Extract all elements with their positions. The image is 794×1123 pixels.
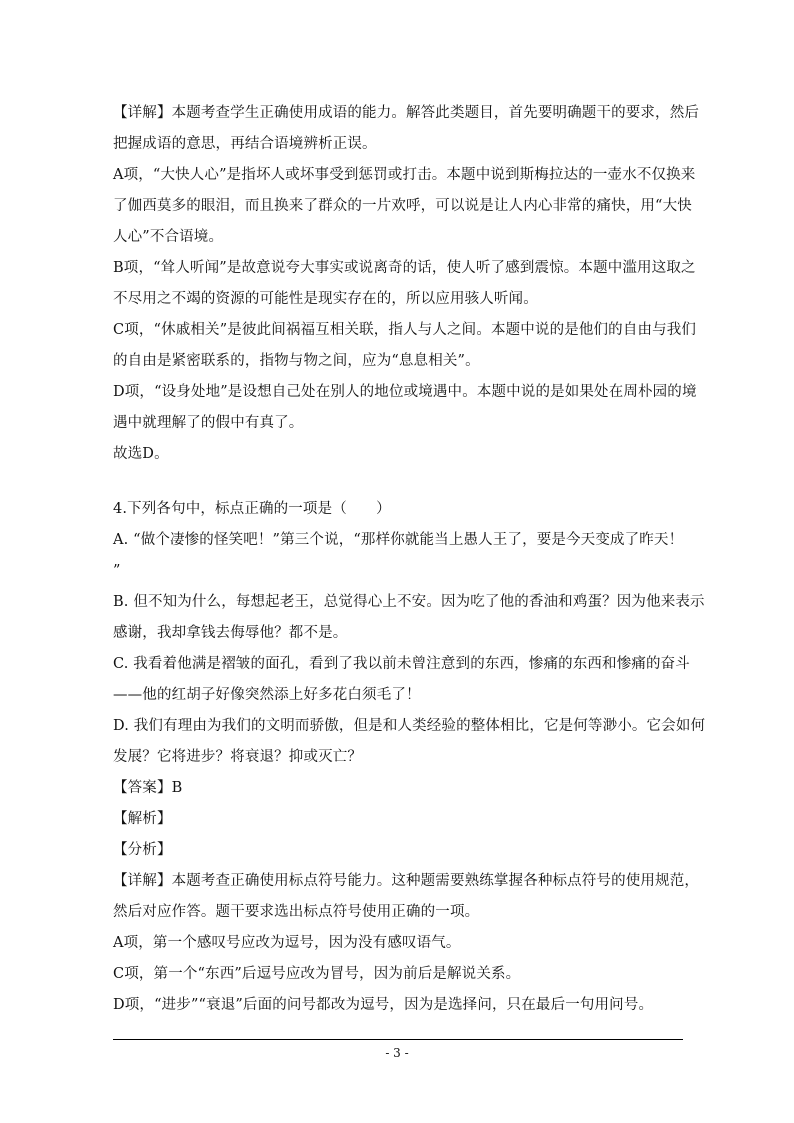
question-3-explanation xyxy=(113,98,699,470)
option-b-line: 感谢，我却拿钱去侮辱他？都不是。 xyxy=(113,625,348,641)
explanation-line: 的自由是紧密联系的，指物与物之间，应为“息息相关”。 xyxy=(113,353,480,369)
explanation-line: 不尽用之不竭的资源的可能性是现实存在的，所以应用骇人听闻。 xyxy=(113,291,538,307)
option-a-line: ” xyxy=(113,563,121,579)
detail-line: 然后对应作答。题干要求选出标点符号使用正确的一项。 xyxy=(113,904,480,920)
detail-line: C项，第一个“东西”后逗号应改为冒号，因为前后是解说关系。 xyxy=(113,966,521,982)
question-4 xyxy=(113,494,706,1021)
option-b-line: B. 但不知为什么，每想起老王，总觉得心上不安。因为吃了他的香油和鸡蛋？因为他来表示 xyxy=(113,594,705,610)
option-d-line: D. 我们有理由为我们的文明而骄傲，但是和人类经验的整体相比，它是何等渺小。它会如何 xyxy=(113,718,706,734)
detail-line: A项，第一个感叹号应改为逗号，因为没有感叹语气。 xyxy=(113,935,461,951)
explanation-line: 遇中就理解了的假中有真了。 xyxy=(113,415,304,431)
explanation-line: C项，“休戚相关”是彼此间祸福互相关联，指人与人之间。本题中说的是他们的自由与我们 xyxy=(113,322,697,338)
option-c-line: C. 我看着他满是褶皱的面孔，看到了我以前未曾注意到的东西，惨痛的东西和惨痛的奋斗 xyxy=(113,656,690,672)
section-gap xyxy=(113,470,683,494)
option-c-line: ——他的红胡子好像突然添上好多花白须毛了！ xyxy=(113,687,421,703)
explanation-line: 【详解】本题考查学生正确使用成语的能力。解答此类题目，首先要明确题干的要求，然后 xyxy=(113,105,699,121)
detail-line: D项，“进步”“衰退”后面的问号都改为逗号，因为是选择问，只在最后一句用问号。 xyxy=(113,997,654,1013)
analysis-heading: 【解析】 xyxy=(113,811,172,827)
explanation-line: A项，“大快人心”是指坏人或坏事受到惩罚或打击。本题中说到斯梅拉达的一壶水不仅换来 xyxy=(113,167,696,183)
footer-divider xyxy=(113,1039,683,1040)
option-a-line: A. “做个凄惨的怪笑吧！”第三个说，“那样你就能当上愚人王了，要是今天变成了昨天！ xyxy=(113,532,684,548)
page-number: - 3 - xyxy=(385,1046,409,1060)
fenxi-heading: 【分析】 xyxy=(113,842,172,858)
option-d-line: 发展？它将进步？将衰退？抑或灭亡？ xyxy=(113,749,363,765)
answer-label: 【答案】B xyxy=(113,780,183,796)
explanation-line: 人心”不合语境。 xyxy=(113,229,224,245)
explanation-conclusion: 故选D。 xyxy=(113,446,169,462)
explanation-line: 把握成语的意思，再结合语境辨析正误。 xyxy=(113,136,377,152)
page-content xyxy=(113,98,706,1021)
explanation-line: D项，“设身处地”是设想自己处在别人的地位或境遇中。本题中说的是如果处在周朴园的境 xyxy=(113,384,697,400)
explanation-line: B项，“耸人听闻”是故意说夸大事实或说离奇的话，使人听了感到震惊。本题中滥用这取之 xyxy=(113,260,696,276)
explanation-line: 了伽西莫多的眼泪，而且换来了群众的一片欢呼，可以说是让人内心非常的痛快，用“大快 xyxy=(113,198,692,214)
detail-line: 【详解】本题考查正确使用标点符号能力。这种题需要熟练掌握各种标点符号的使用规范， xyxy=(113,873,699,889)
question-stem: 4.下列各句中，标点正确的一项是（ ） xyxy=(113,501,391,517)
